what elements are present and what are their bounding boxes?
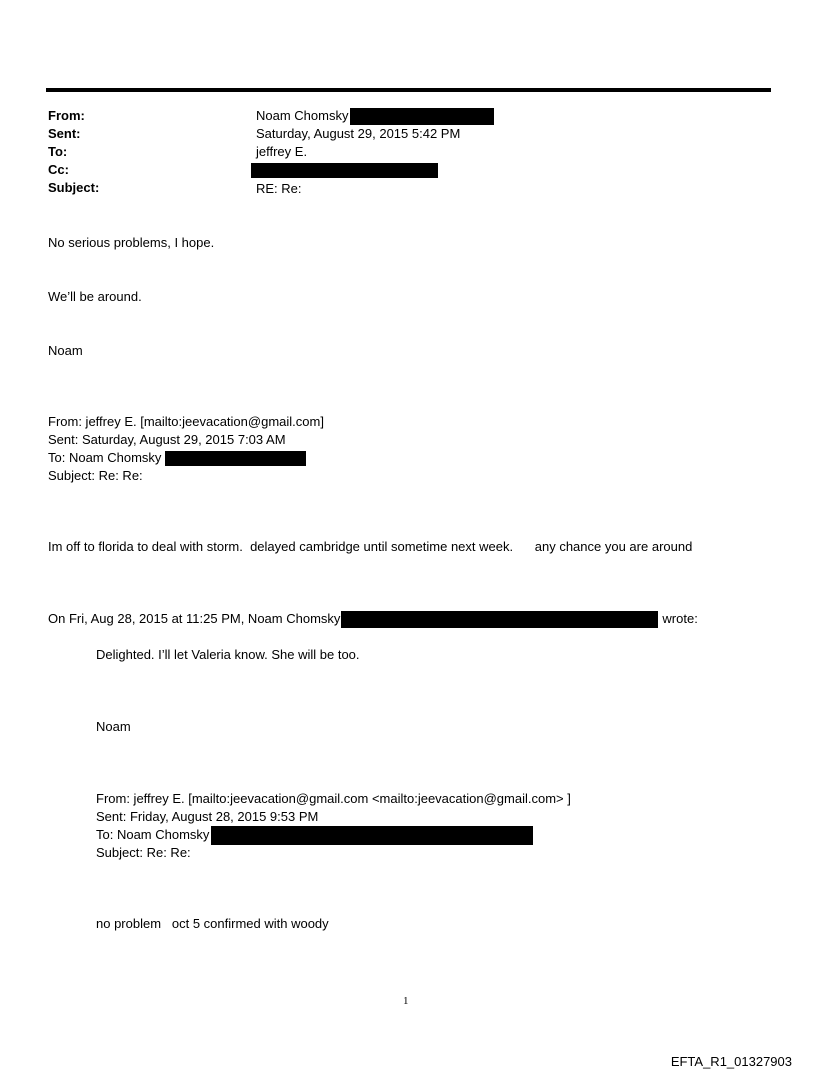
from-label: From: <box>48 108 85 123</box>
quoted2-signature: Noam <box>96 719 131 734</box>
redaction-box <box>341 611 658 628</box>
quoted2-subject: Subject: Re: Re: <box>96 845 191 860</box>
quoted1-subject: Subject: Re: Re: <box>48 468 143 483</box>
sent-label: Sent: <box>48 126 81 141</box>
quoted2-to <box>96 826 533 845</box>
quoted1-to <box>48 449 306 467</box>
header-rule <box>46 88 771 92</box>
quoted2-reply: no problem oct 5 confirmed with woody <box>96 916 329 931</box>
subject-value: RE: Re: <box>256 181 302 196</box>
quoted1-sent: Sent: Saturday, August 29, 2015 7:03 AM <box>48 432 286 447</box>
cc-redaction-box <box>251 163 438 178</box>
redaction-box <box>211 826 533 845</box>
to-label: To: <box>48 144 68 159</box>
bates-number: EFTA_R1_01327903 <box>670 1054 792 1069</box>
quoted1-from: From: jeffrey E. [mailto:jeevacation@gmail.com] <box>48 414 324 429</box>
subject-label: Subject: <box>48 180 100 195</box>
to-value: jeffrey E. <box>256 144 308 159</box>
page-number: 1 <box>403 995 409 1007</box>
sent-value: Saturday, August 29, 2015 5:42 PM <box>256 126 461 141</box>
quoted2-sent: Sent: Friday, August 28, 2015 9:53 PM <box>96 809 319 824</box>
body-line-1: No serious problems, I hope. <box>48 235 215 250</box>
redaction-box <box>165 451 306 466</box>
attribution-suffix: wrote: <box>662 611 698 626</box>
from-value <box>256 107 494 125</box>
body-signature: Noam <box>48 343 83 358</box>
attribution-prefix: On Fri, Aug 28, 2015 at 11:25 PM, Noam Chomsky <box>48 611 341 626</box>
body-line-2: We’ll be around. <box>48 289 142 304</box>
quoted2-message: Delighted. I’ll let Valeria know. She will be too. <box>96 647 360 662</box>
quoted1-to-text: To: Noam Chomsky <box>48 450 162 465</box>
quoted1-message: Im off to florida to deal with storm. delayed cambridge until sometime next week. any chance you are around <box>48 539 693 554</box>
from-name: Noam Chomsky <box>256 108 349 123</box>
quoted2-from: From: jeffrey E. [mailto:jeevacation@gmail.com <mailto:jeevacation@gmail.com> ] <box>96 791 571 806</box>
quoted1-attribution <box>48 610 698 628</box>
quoted2-to-text: To: Noam Chomsky <box>96 827 210 842</box>
redaction-box <box>350 108 494 125</box>
cc-label: Cc: <box>48 162 69 177</box>
